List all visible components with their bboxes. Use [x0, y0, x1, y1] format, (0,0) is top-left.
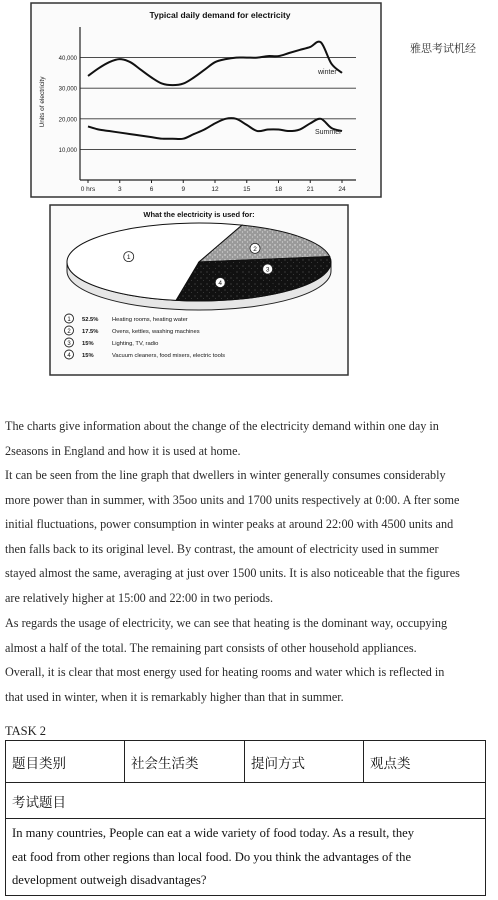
y-tick-label: 30,000 [58, 86, 77, 93]
essay-paragraph-2 [5, 463, 483, 611]
text-line: The charts give information about the change of the electricity demand within one day in [5, 419, 439, 433]
text-line: eat food from other regions than local food. Do you think the advantages of the [12, 849, 412, 864]
pie-slice-label: 1 [126, 254, 131, 262]
legend-number: 4 [67, 353, 71, 359]
essay-paragraph-3 [5, 611, 483, 660]
cell-category-label: 题目类别 [6, 741, 125, 783]
text-line: 2seasons in England and how it is used at home. [5, 443, 241, 458]
cell-question-type-label: 提问方式 [245, 741, 364, 783]
y-tick-label: 20,000 [58, 117, 77, 124]
text-line: stayed almost the same, averaging at just over 1500 units. It is also noticeable that the figures [5, 566, 460, 581]
cell-question-type-value: 观点类 [364, 741, 486, 783]
legend-percent: 17.5% [82, 329, 99, 335]
watermark-text: 雅思考试机经 [410, 42, 476, 55]
legend-text: Heating rooms, heating water [112, 317, 188, 323]
text-line: development outweigh disadvantages? [12, 873, 207, 887]
pie-chart [49, 204, 349, 376]
text-line: more power than in summer, with 35oo units and 1700 units respectively at 0:00. A fter some [5, 492, 460, 507]
task2-label: TASK 2 [5, 724, 47, 738]
legend-percent: 15% [82, 353, 94, 359]
legend-summer: Summer [315, 129, 342, 136]
legend-winter: winter [318, 69, 337, 76]
x-tick-label: 15 [243, 186, 251, 193]
task2-table [5, 740, 486, 896]
text-line: almost a half of the total. The remaining part consists of other household appliances. [5, 640, 417, 655]
pie-slice-label: 4 [218, 280, 223, 288]
x-tick-label: 6 [149, 186, 154, 193]
essay-paragraph-1 [5, 414, 483, 463]
legend-text: Lighting, TV, radio [112, 341, 159, 347]
legend-text: Ovens, kettles, washing machines [112, 329, 200, 335]
pie-chart-title: What the electricity is used for: [143, 210, 255, 219]
legend-number: 3 [67, 341, 71, 347]
legend-number: 1 [67, 317, 71, 323]
pie-slice-label: 3 [265, 266, 270, 274]
legend-text: Vacuum cleaners, food mixers, electric tools [112, 353, 225, 359]
legend-percent: 15% [82, 341, 94, 347]
text-line: are relatively higher at 15:00 and 22:00 in two periods. [5, 590, 274, 605]
legend-number: 2 [67, 329, 71, 335]
x-tick-label: 18 [274, 186, 283, 193]
cell-question [6, 819, 486, 896]
essay-paragraph-4 [5, 660, 483, 709]
cell-category-value: 社会生活类 [125, 741, 245, 783]
x-tick-label: 24 [338, 186, 346, 193]
x-tick-label: 0 hrs [80, 186, 96, 193]
text-line: In many countries, People can eat a wide variety of food today. As a result, they [12, 826, 415, 840]
text-line: As regards the usage of electricity, we can see that heating is the dominant way, occupying [5, 616, 448, 630]
x-tick-label: 12 [211, 186, 219, 193]
text-line: Overall, it is clear that most energy used for heating rooms and water which is reflected in [5, 665, 445, 679]
x-tick-label: 9 [181, 186, 186, 193]
cell-exam-title: 考试题目 [6, 783, 486, 819]
y-tick-label: 10,000 [58, 147, 77, 154]
y-tick-label: 40,000 [58, 56, 77, 63]
text-line: initial fluctuations, power consumption in winter peaks at around 22:00 with 4500 units and [5, 517, 454, 532]
text-line: then falls back to its original level. By contrast, the amount of electricity used in summer [5, 541, 439, 556]
legend-percent: 52.5% [82, 317, 99, 323]
text-line: It can be seen from the line graph that dwellers in winter generally consumes considerably [5, 468, 446, 482]
pie-slice-label: 2 [253, 245, 257, 253]
x-tick-label: 21 [306, 186, 314, 193]
y-axis-label: Units of electricity [39, 76, 46, 128]
x-tick-label: 3 [117, 186, 122, 193]
question-text [12, 822, 479, 893]
text-line: that used in winter, when it is remarkably higher than that in summer. [5, 689, 344, 704]
line-chart-title: Typical daily demand for electricity [149, 10, 291, 20]
line-chart [30, 2, 382, 198]
